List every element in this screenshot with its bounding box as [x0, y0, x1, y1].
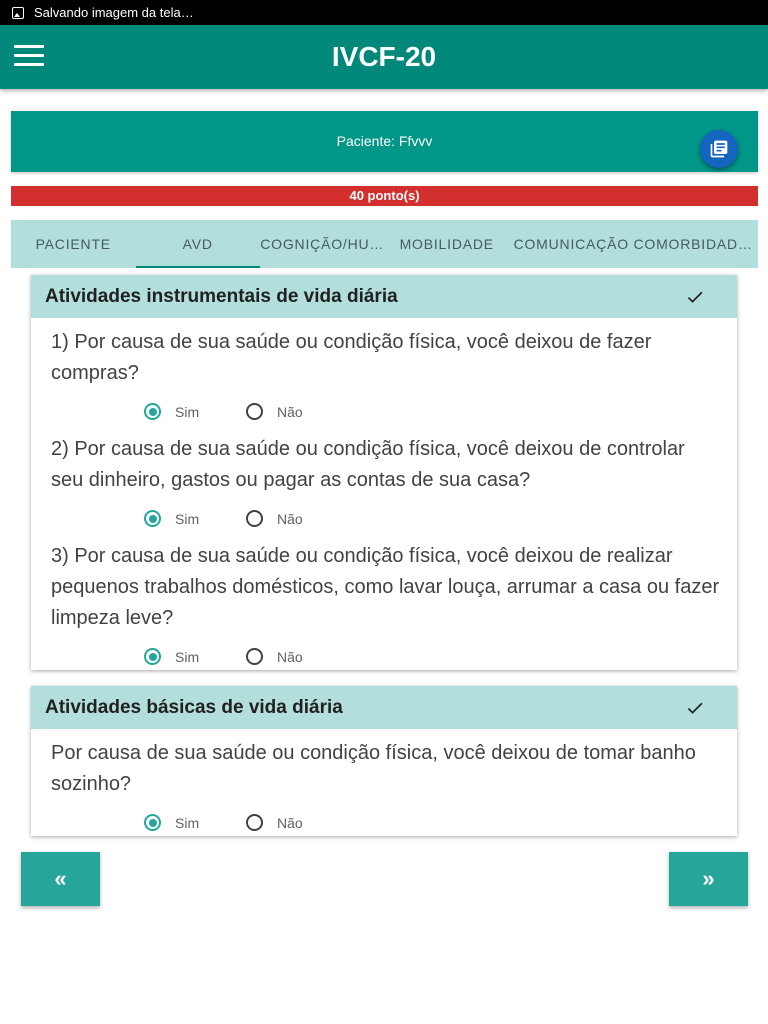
radio-checked-icon	[144, 510, 161, 527]
status-bar	[0, 0, 768, 25]
next-button[interactable]: »	[669, 852, 748, 906]
check-icon	[685, 287, 705, 307]
card-title: Atividades instrumentais de vida diária	[45, 285, 398, 307]
q3-option-sim[interactable]	[144, 648, 199, 665]
image-icon	[12, 7, 24, 19]
option-label: Sim	[175, 648, 200, 665]
tab-paciente[interactable]: PACIENTE	[35, 236, 111, 252]
q1-option-nao[interactable]	[246, 403, 303, 420]
card-header[interactable]	[31, 275, 737, 318]
patient-bar	[11, 111, 758, 172]
question-1-text: 1) Por causa de sua saúde ou condição física, você deixou de fazer compras?	[51, 331, 652, 384]
q2-option-nao[interactable]	[246, 510, 303, 527]
radio-unchecked-icon	[246, 814, 263, 831]
tab-mobilidade[interactable]: MOBILIDADE	[399, 236, 494, 252]
radio-unchecked-icon	[246, 403, 263, 420]
radio-unchecked-icon	[246, 648, 263, 665]
tab-cognicao[interactable]: COGNIÇÃO/HU…	[260, 236, 385, 252]
app-bar	[0, 25, 768, 89]
q2-option-sim[interactable]	[144, 510, 199, 527]
library-books-button[interactable]	[700, 130, 738, 168]
tab-avd[interactable]: AVD	[136, 220, 261, 268]
q1-option-sim[interactable]	[144, 403, 199, 420]
radio-unchecked-icon	[246, 510, 263, 527]
question-bath-text: Por causa de sua saúde ou condição física, você deixou de tomar banho sozinho?	[51, 742, 696, 795]
status-text: Salvando imagem da tela…	[34, 5, 194, 20]
card-basic-activities	[31, 686, 737, 836]
question-2-text: 2) Por causa de sua saúde ou condição física, você deixou de controlar seu dinheiro, gastos ou pagar as contas de sua casa?	[51, 438, 685, 491]
bath-option-sim[interactable]	[144, 814, 199, 831]
bath-option-nao[interactable]	[246, 814, 303, 831]
option-label: Sim	[175, 814, 200, 831]
option-label: Sim	[175, 510, 200, 527]
card-instrumental-activities	[31, 275, 737, 670]
check-icon	[685, 698, 705, 718]
radio-checked-icon	[144, 648, 161, 665]
menu-icon[interactable]	[14, 45, 44, 67]
option-label: Não	[277, 814, 303, 831]
option-label: Não	[277, 510, 303, 527]
page-title: IVCF-20	[331, 41, 437, 72]
q3-option-nao[interactable]	[246, 648, 303, 665]
radio-checked-icon	[144, 814, 161, 831]
previous-button[interactable]: «	[21, 852, 100, 906]
tab-comorbidades[interactable]: COMORBIDADES	[633, 236, 758, 252]
card-title: Atividades básicas de vida diária	[45, 696, 343, 718]
radio-checked-icon	[144, 403, 161, 420]
patient-label: Paciente: Ffvvv	[336, 133, 433, 149]
option-label: Não	[277, 648, 303, 665]
tab-comunicacao[interactable]: COMUNICAÇÃO	[513, 236, 629, 252]
question-3-text: 3) Por causa de sua saúde ou condição física, você deixou de realizar pequenos trabalhos domésticos, como lavar louça, arrumar a casa ou fazer limpeza leve?	[51, 545, 720, 629]
tab-bar	[11, 220, 758, 268]
card-header[interactable]	[31, 686, 737, 729]
option-label: Sim	[175, 403, 200, 420]
library-books-icon	[709, 139, 729, 159]
option-label: Não	[277, 403, 303, 420]
score-bar: 40 ponto(s)	[11, 186, 758, 206]
